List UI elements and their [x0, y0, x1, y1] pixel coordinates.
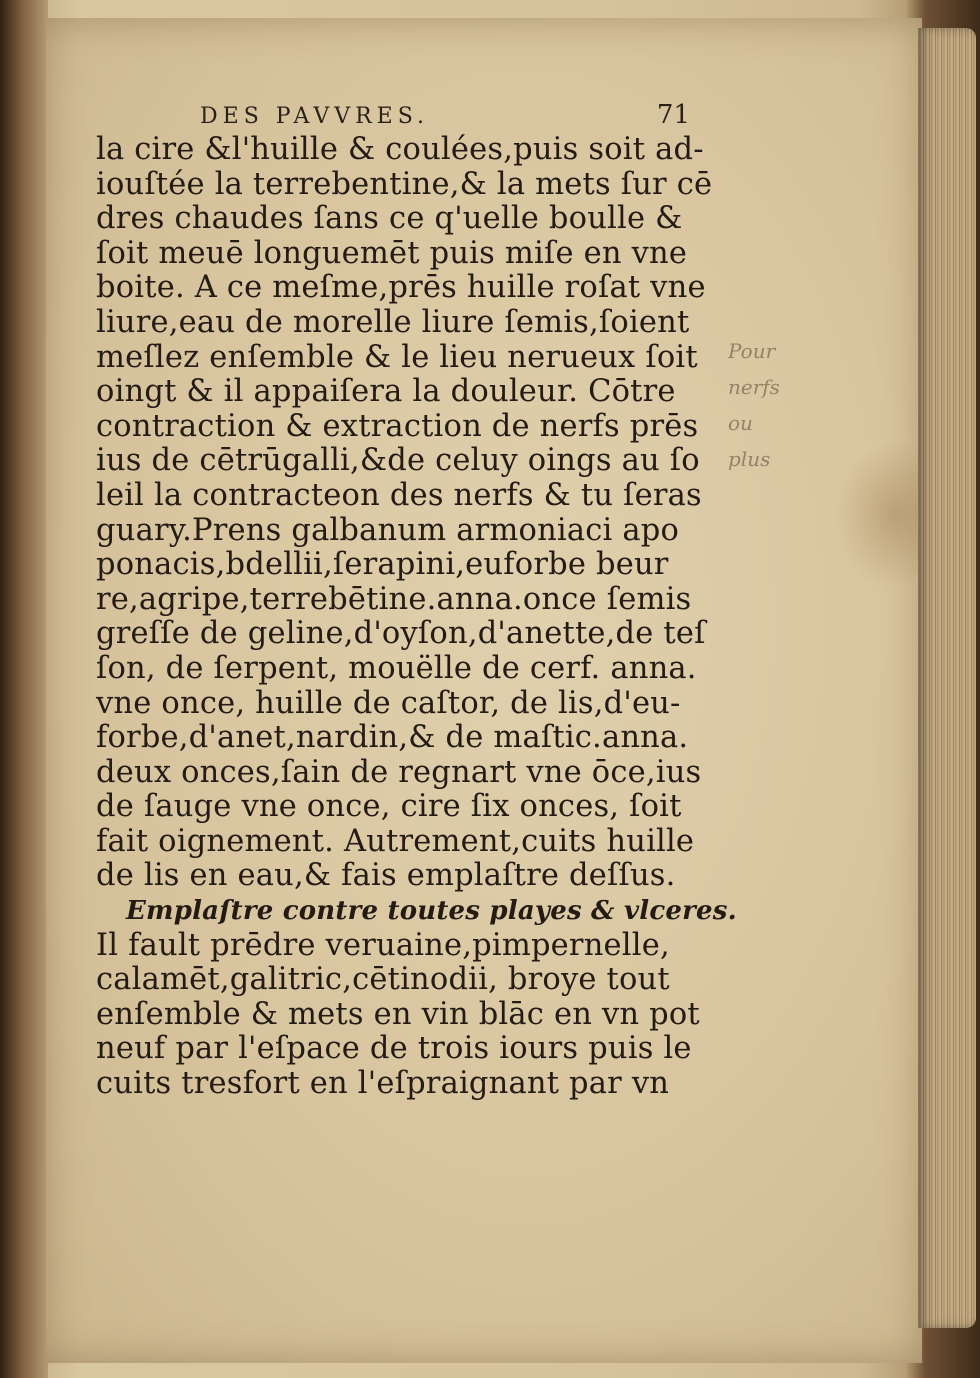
- text-line: la cire &l'huille & coulées,puis soit ad-: [96, 132, 704, 167]
- text-line: enſemble & mets en vin blāc en vn pot: [96, 996, 700, 1032]
- text-line: neuf par l'eſpace de trois iours puis le: [96, 1031, 692, 1067]
- text-line: ius de cētrūgalli,&de celuy oings au ſo: [96, 443, 700, 479]
- text-line: vne once, huille de caſtor, de lis,d'eu-: [96, 685, 681, 721]
- text-line: guary.Prens galbanum armoniaci apo: [96, 512, 680, 548]
- text-line: re,agripe,terrebētine.anna.once ſemis: [96, 581, 692, 617]
- body-text: [96, 132, 737, 1102]
- page-number: 71: [656, 100, 690, 130]
- text-line: oingt & il appaiſera la douleur. Cōtre: [96, 374, 676, 410]
- text-line: de lis en eau,& fais emplaſtre deſſus.: [96, 858, 676, 894]
- margin-notes: [728, 333, 838, 477]
- margin-note: nerfs: [728, 375, 780, 399]
- text-line: greſſe de geline,d'oyſon,d'anette,de teſ: [96, 616, 706, 652]
- text-line: contraction & extraction de nerfs prēs: [96, 408, 699, 444]
- text-line: ponacis,bdellii,ſerapini,euforbe beur: [96, 547, 669, 583]
- text-line: deux onces,ſain de regnart vne ōce,ius: [96, 754, 702, 790]
- text-line: liure,eau de morelle liure ſemis,ſoient: [96, 304, 690, 340]
- text-line: fait oignement. Autrement,cuits huille: [96, 823, 695, 859]
- text-line: ſon, de ſerpent, mouëlle de cerf. anna.: [96, 650, 697, 686]
- text-line: iouſtée la terrebentine,& la mets ſur cē: [96, 166, 713, 202]
- text-line: forbe,d'anet,nardin,& de maſtic.anna.: [96, 720, 689, 756]
- text-line: dres chaudes ſans ce q'uelle boulle &: [96, 201, 683, 237]
- text-line: leil la contracteon des nerfs & tu ſeras: [96, 477, 702, 513]
- page-edges: [918, 28, 976, 1328]
- margin-note: Pour: [728, 339, 776, 363]
- text-line: Il fault prēdre veruaine,pimpernelle,: [96, 927, 670, 963]
- margin-note: plus: [728, 447, 771, 471]
- section-heading: Emplaſtre contre toutes playes & vlceres.: [126, 896, 737, 927]
- book-gutter: [0, 0, 48, 1378]
- text-line: cuits tresfort en l'eſpraignant par vn: [96, 1066, 670, 1102]
- text-line: calamēt,galitric,cētinodii, broye tout: [96, 962, 670, 998]
- text-line: boite. A ce meſme,prēs huille roſat vne: [96, 270, 706, 306]
- header-title: DES PAVVRES.: [200, 104, 430, 129]
- text-line: meſlez enſemble & le lieu nerueux ſoit: [96, 339, 698, 375]
- text-line: de ſauge vne once, cire ſix onces, ſoit: [96, 789, 682, 825]
- margin-note: ou: [728, 411, 753, 435]
- text-line: ſoit meuē longuemēt puis miſe en vne: [96, 235, 688, 271]
